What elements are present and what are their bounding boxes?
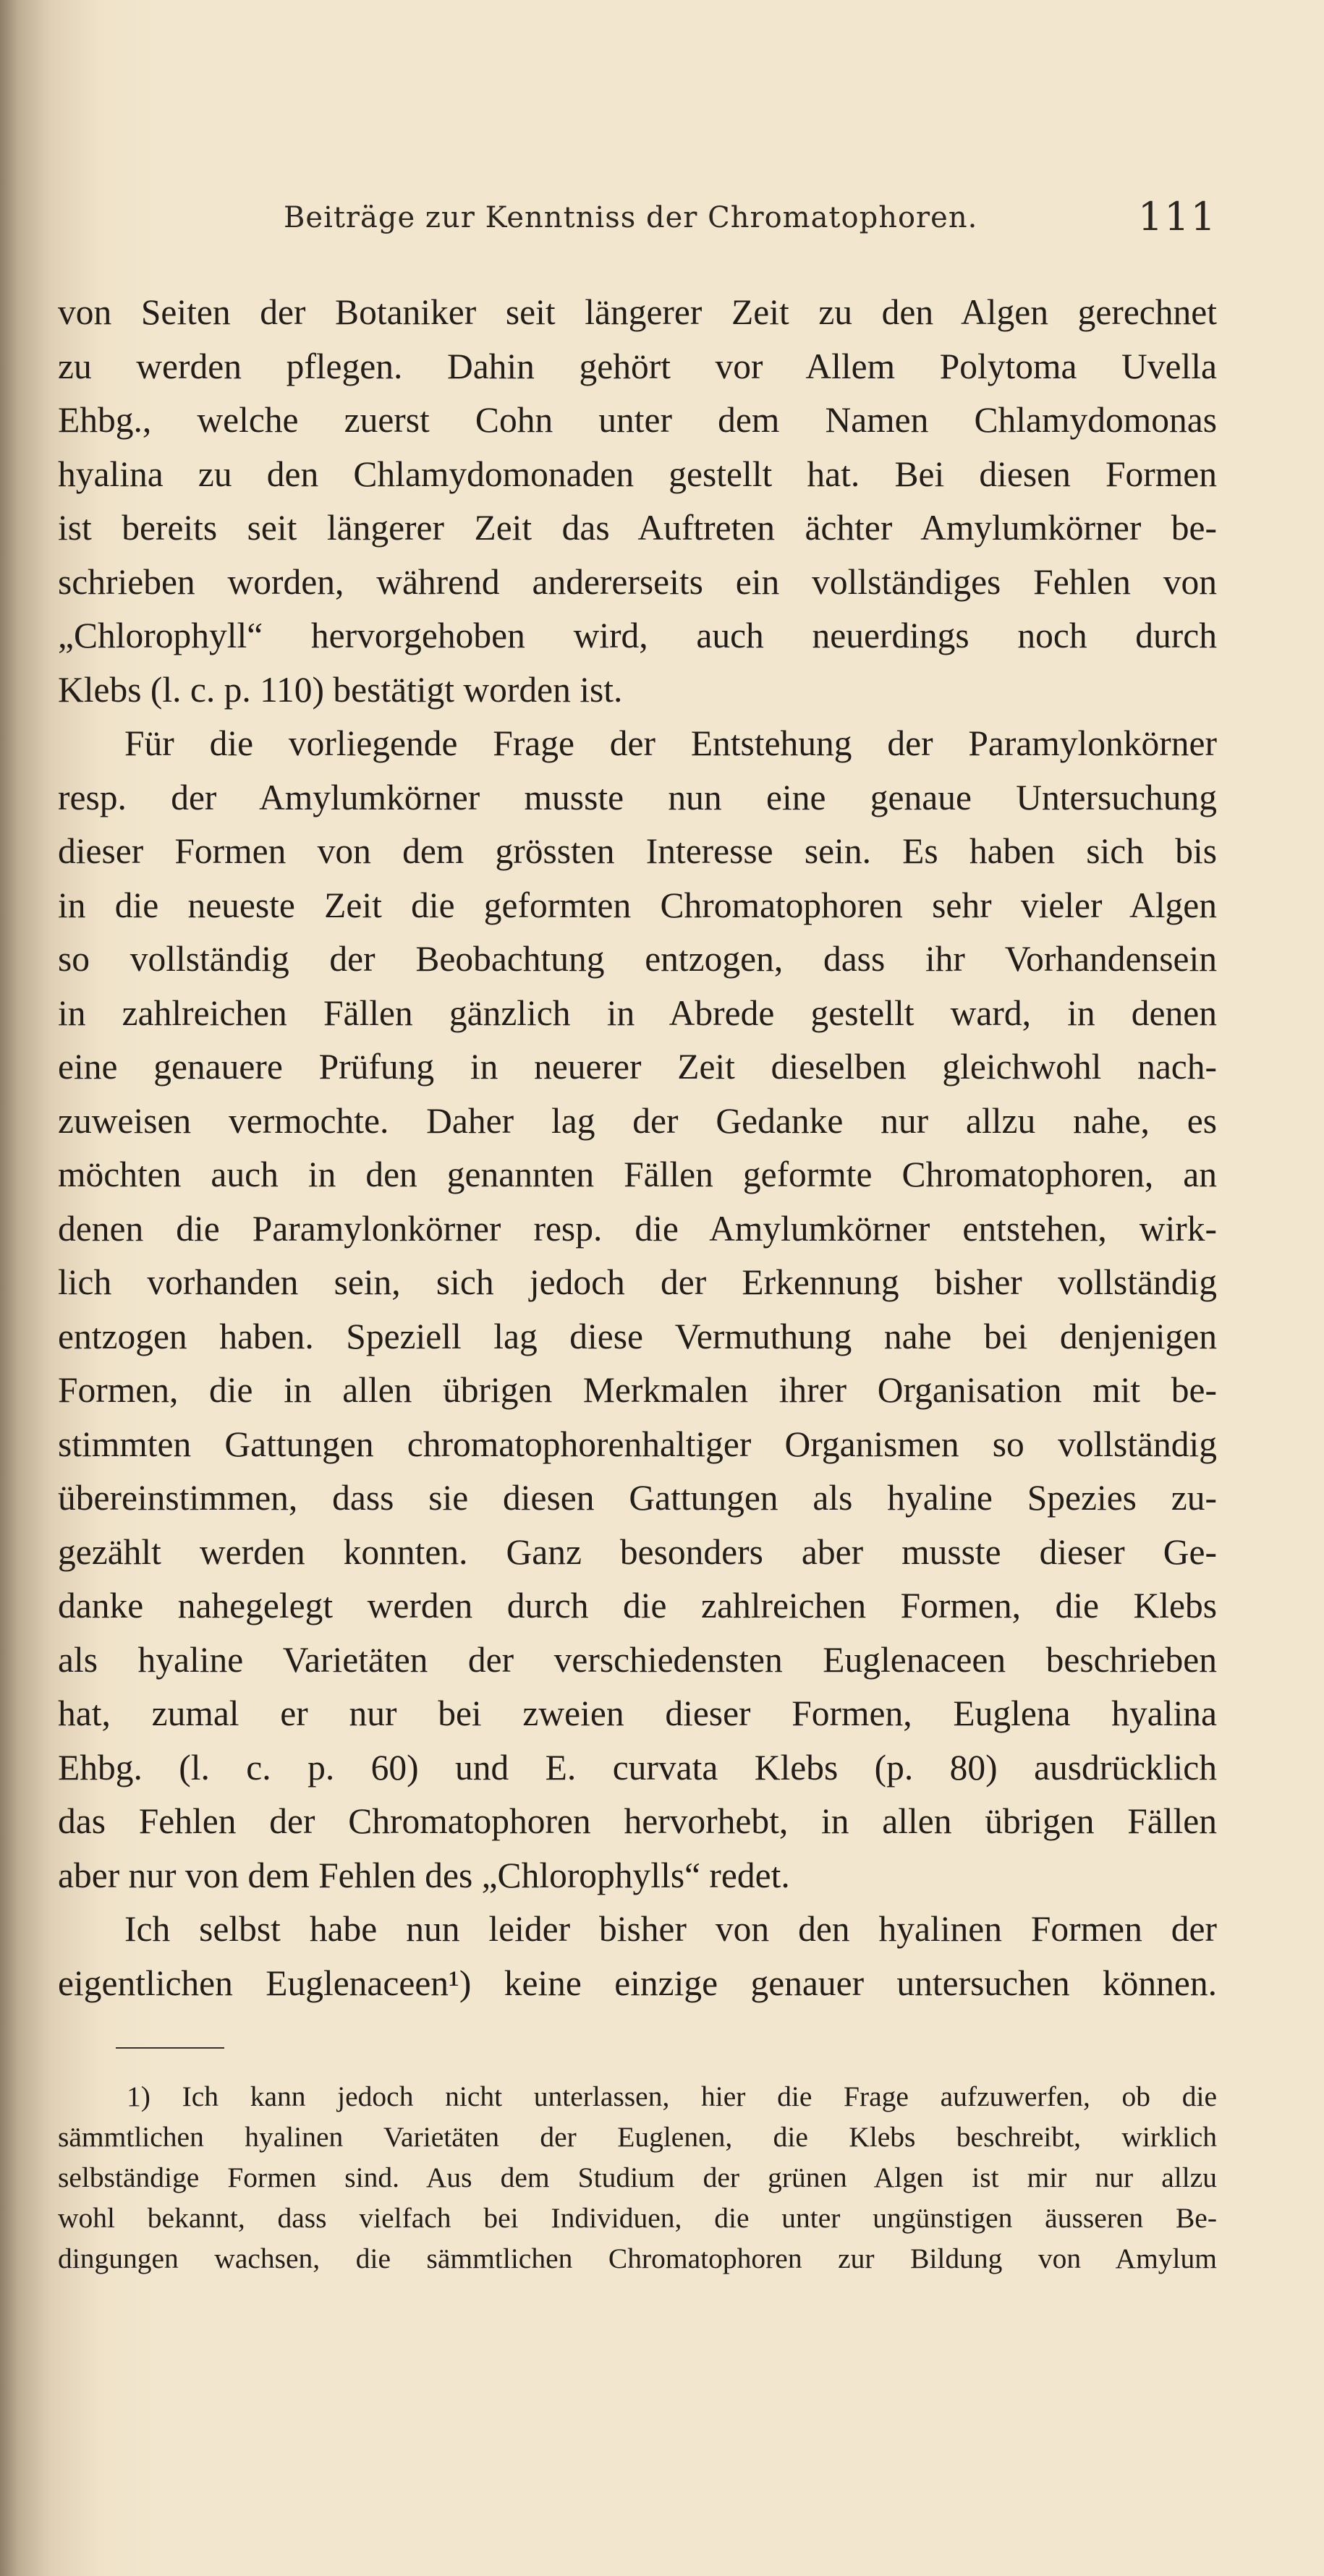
- text-line: Für die vorliegende Frage der Entstehung der Paramylonkörner: [124, 723, 1217, 763]
- text-line: eine genauere Prüfung in neuerer Zeit dieselben gleichwohl nach-: [58, 1047, 1217, 1087]
- text-line: als hyaline Varietäten der verschiedensten Euglenaceen beschrieben: [58, 1639, 1217, 1680]
- running-title: Beiträge zur Kenntniss der Chromatophoren.: [284, 201, 978, 234]
- text-line: zu werden pflegen. Dahin gehört vor Allem Polytoma Uvella: [58, 346, 1217, 386]
- text-line: lich vorhanden sein, sich jedoch der Erkennung bisher vollständig: [58, 1262, 1217, 1302]
- text-line: gezählt werden konnten. Ganz besonders aber musste dieser Ge-: [58, 1531, 1217, 1572]
- text-line: hat, zumal er nur bei zweien dieser Formen, Euglena hyalina: [58, 1693, 1217, 1733]
- footnote-line: wohl bekannt, dass vielfach bei Individuen, die unter ungünstigen äusseren Be-: [58, 2202, 1217, 2234]
- text-line: das Fehlen der Chromatophoren hervorhebt, in allen übrigen Fällen: [58, 1801, 1217, 1841]
- body-text: [58, 286, 1217, 2010]
- text-line: Ehbg., welche zuerst Cohn unter dem Namen Chlamydomonas: [58, 400, 1217, 440]
- text-line: dieser Formen von dem grössten Interesse sein. Es haben sich bis: [58, 831, 1217, 871]
- footnotes: [58, 2076, 1217, 2279]
- page-number: 111: [1137, 194, 1217, 239]
- text-line: in die neueste Zeit die geformten Chromatophoren sehr vieler Algen: [58, 885, 1217, 925]
- footnote-line: selbständige Formen sind. Aus dem Studium der grünen Algen ist mir nur allzu: [58, 2161, 1217, 2193]
- text-line: Formen, die in allen übrigen Merkmalen ihrer Organisation mit be-: [58, 1370, 1217, 1410]
- text-line: danke nahegelegt werden durch die zahlreichen Formen, die Klebs: [58, 1586, 1217, 1625]
- footnote-rule: [116, 2047, 224, 2049]
- text-line: übereinstimmen, dass sie diesen Gattungen als hyaline Spezies zu-: [58, 1478, 1217, 1518]
- text-line: hyalina zu den Chlamydomonaden gestellt hat. Bei diesen Formen: [58, 454, 1217, 494]
- text-line: aber nur von dem Fehlen des „Chlorophylls“ redet.: [58, 1855, 790, 1895]
- text-line: Ich selbst habe nun leider bisher von den hyalinen Formen der: [124, 1909, 1217, 1949]
- text-line: so vollständig der Beobachtung entzogen, dass ihr Vorhandensein: [58, 939, 1217, 979]
- running-head: [284, 194, 1217, 252]
- text-line: zuweisen vermochte. Daher lag der Gedanke nur allzu nahe, es: [58, 1100, 1217, 1141]
- text-line: möchten auch in den genannten Fällen geformte Chromatophoren, an: [58, 1155, 1217, 1194]
- text-line: denen die Paramylonkörner resp. die Amylumkörner entstehen, wirk-: [58, 1208, 1217, 1249]
- text-line: resp. der Amylumkörner musste nun eine genaue Untersuchung: [58, 777, 1217, 817]
- footnote-line: dingungen wachsen, die sämmtlichen Chromatophoren zur Bildung von Amylum: [58, 2243, 1217, 2274]
- text-line: entzogen haben. Speziell lag diese Vermuthung nahe bei denjenigen: [58, 1316, 1217, 1356]
- text-line: stimmten Gattungen chromatophorenhaltiger Organismen so vollständig: [58, 1424, 1217, 1464]
- text-line: Klebs (l. c. p. 110) bestätigt worden ist.: [58, 669, 623, 710]
- text-line: in zahlreichen Fällen gänzlich in Abrede gestellt ward, in denen: [58, 992, 1217, 1033]
- text-line: schrieben worden, während andererseits ein vollständiges Fehlen von: [58, 561, 1217, 602]
- text-line: ist bereits seit längerer Zeit das Auftreten ächter Amylumkörner be-: [58, 508, 1217, 548]
- text-line: eigentlichen Euglenaceen¹) keine einzige genauer untersuchen können.: [58, 1963, 1217, 2003]
- footnote-line: sämmtlichen hyalinen Varietäten der Euglenen, die Klebs beschreibt, wirklich: [58, 2121, 1217, 2153]
- text-line: Ehbg. (l. c. p. 60) und E. curvata Klebs (p. 80) ausdrücklich: [58, 1747, 1217, 1788]
- text-line: „Chlorophyll“ hervorgehoben wird, auch neuerdings noch durch: [58, 616, 1217, 655]
- text-line: von Seiten der Botaniker seit längerer Zeit zu den Algen gerechnet: [58, 292, 1217, 332]
- footnote-line: 1) Ich kann jedoch nicht unterlassen, hier die Frage aufzuwerfen, ob die: [127, 2080, 1217, 2112]
